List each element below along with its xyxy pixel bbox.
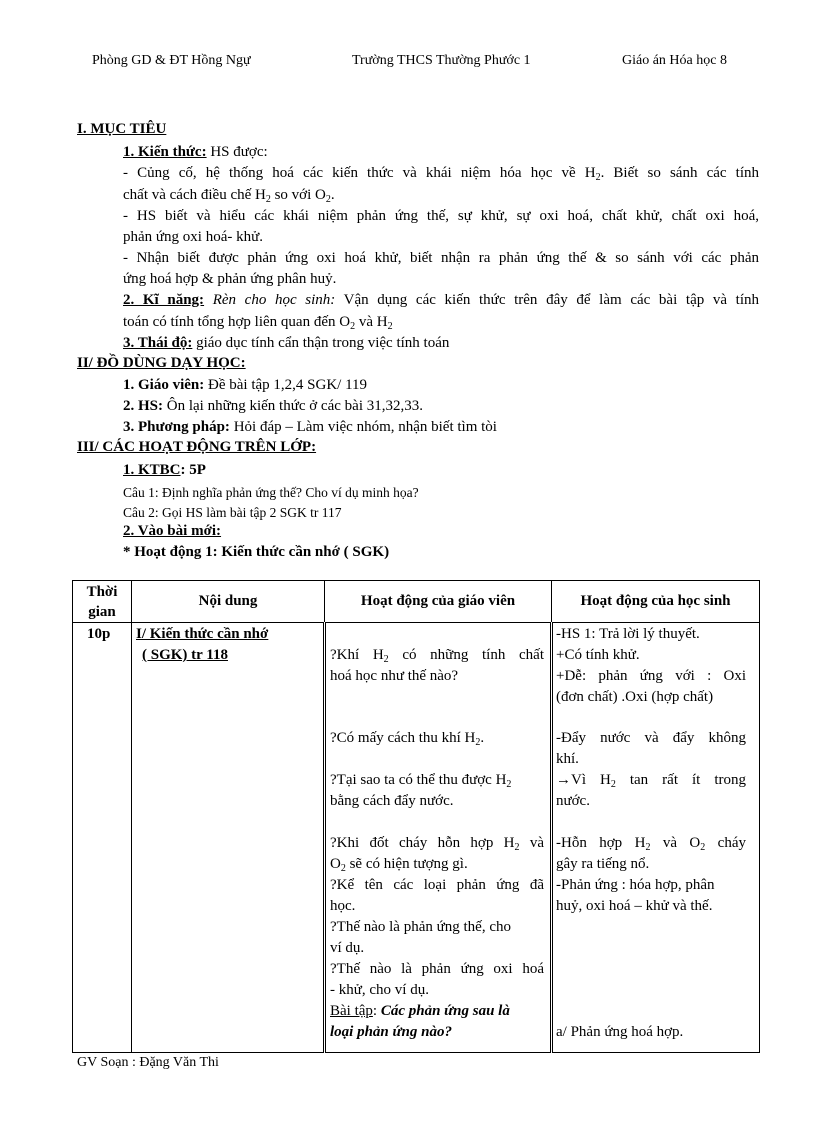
question-2: Câu 2: Gọi HS làm bài tập 2 SGK tr 117 [123,505,342,520]
skill-text: Vận dụng các kiến thức trên đây để làm các bài tập và tính [335,292,760,308]
t1a-end: có những tính chất [388,647,544,663]
student-s12: huỷ, oxi hoá – khử và thế. [556,898,713,914]
header-time [73,581,132,623]
student-s11: -Phản ứng : hóa hợp, phân [556,877,715,893]
skill-sub2: 2 [387,321,393,332]
arrow-icon: → [556,772,571,788]
k-line2-mid: so với O [270,187,326,203]
student-s7 [556,770,746,791]
skill-line2-text: toán có tính tổng hợp liên quan đến O [123,314,351,330]
t4a-sub: 2 [514,842,520,853]
skill-sub1: 2 [350,321,356,332]
section-1-title: I. MỤC TIÊU [77,121,167,137]
knowledge-point-3b: ứng hoá hợp & phản ứng phân huỷ. [123,271,337,287]
s9-sub: 2 [645,842,651,853]
student-s9 [556,833,746,854]
t4a-end: và [519,835,544,851]
teacher-q1a [330,645,544,666]
intro-label: 2. Vào bài mới: [123,523,222,539]
header-school-name: Trường THCS Thường Phước 1 [352,53,531,68]
section-2-title: II/ ĐỒ DÙNG DẠY HỌC: [77,355,246,371]
cell-time [73,623,132,1053]
lesson-table [72,580,760,1053]
method-label: 3. Phương pháp: [123,419,230,435]
student-s2: +Có tính khử. [556,647,640,663]
s9-mid: và O [650,835,701,851]
teacher-q3a [330,770,511,791]
teacher-q1b: hoá học như thế nào? [330,668,459,684]
s9-text: -Hỗn hợp H [556,835,646,851]
ktbc-text: : 5P [180,462,206,478]
header-content: Nội dung [132,581,325,623]
knowledge-label: 1. Kiến thức: [123,144,207,160]
ktbc-line [123,460,759,481]
teacher-q5a: ?Kể tên các loại phản ứng đã [330,877,544,893]
table-row [73,623,760,1053]
teacher-prep-label: 1. Giáo viên: [123,377,205,393]
k-line1-end: . Biết so sánh các tính [600,165,759,181]
skill-line-2 [123,312,759,333]
header-student: Hoạt động của học sinh [552,581,760,623]
teacher-q6b: ví dụ. [330,940,365,956]
exercise-question: Các phản ứng sau là [380,1003,510,1019]
student-s4: (đơn chất) .Oxi (hợp chất) [556,689,714,705]
student-s8: nước. [556,793,590,809]
s7-sub: 2 [610,779,616,790]
k-line1-text: - Củng cố, hệ thống hoá các kiến thức và khái niệm hóa học về H [123,165,596,181]
s9-sub2: 2 [700,842,706,853]
student-prep-line [123,396,759,417]
cell-teacher [325,623,552,1053]
ktbc-label: 1. KTBC [123,462,181,478]
teacher-q6a: ?Thế nào là phản ứng thế, cho [330,919,511,935]
question-1: Câu 1: Định nghĩa phản ứng thế? Cho ví dụ minh họa? [123,485,419,500]
k-line2-sub2: 2 [325,194,331,205]
attitude-text: giáo dục tính cẩn thận trong việc tính toán [192,335,450,351]
student-s6: khí. [556,751,579,767]
t1a: ?Khí H [330,647,384,663]
t4b-sub: 2 [340,863,346,874]
t2-sub: 2 [475,737,481,748]
t2: ?Có mấy cách thu khí H [330,730,476,746]
k-line2-end: . [330,187,335,203]
teacher-q7b: - khử, cho ví dụ. [330,982,429,998]
s7-end: tan rất ít trong [615,772,746,788]
knowledge-point-1 [123,163,759,184]
teacher-prep-line [123,375,759,396]
skill-italic: Rèn cho học sinh: [204,292,336,308]
student-s5: -Đẩy nước và đẩy không [556,730,746,746]
knowledge-point-1b [123,185,759,206]
s7-text: Vì H [571,772,611,788]
student-s13: a/ Phản ứng hoá hợp. [556,1024,684,1040]
t4b: O [330,856,341,872]
exercise-sep: : [372,1003,381,1019]
time-value: 10p [87,626,111,642]
skill-mid: và H [355,314,388,330]
attitude-label: 3. Thái độ: [123,335,193,351]
header-subject: Giáo án Hóa học 8 [622,53,727,68]
t4b-end: sẽ có hiện tượng gì. [345,856,468,872]
student-s1: -HS 1: Trả lời lý thuyết. [556,626,700,642]
knowledge-intro: HS được: [206,144,268,160]
student-prep-label: 2. HS: [123,398,164,414]
skill-line [123,290,759,311]
teacher-q4a [330,833,544,854]
method-line [123,417,759,438]
t1a-sub: 2 [383,654,389,665]
skill-label: 2. Kĩ năng: [123,292,205,308]
activity-title: * Hoạt động 1: Kiến thức cần nhớ ( SGK) [123,544,390,560]
knowledge-point-3: - Nhận biết được phản ứng oxi hoá khử, biết nhận ra phản ứng thế & so sánh với các phản [123,250,759,266]
header-time-l2: gian [88,603,116,620]
cell-content [132,623,325,1053]
student-s10: gây ra tiếng nổ. [556,856,650,872]
header-school-office: Phòng GD & ĐT Hồng Ngự [92,53,251,68]
teacher-prep-text: Đề bài tập 1,2,4 SGK/ 119 [204,377,368,393]
teacher-q3b: bằng cách đẩy nước. [330,793,454,809]
t4a: ?Khi đốt cháy hỗn hợp H [330,835,515,851]
attitude-line [123,333,759,354]
k-line2-sub: 2 [265,194,271,205]
s9-end: cháy [705,835,746,851]
cell-student [552,623,760,1053]
t2-end: . [480,730,485,746]
student-prep-text: Ôn lại những kiến thức ở các bài 31,32,33. [163,398,423,414]
content-line2: ( SGK) tr 118 [142,647,228,663]
content-line1: I/ Kiến thức cần nhớ [136,626,269,642]
k-line1-sub: 2 [595,172,601,183]
knowledge-line [123,142,759,163]
t3a: ?Tại sao ta có thể thu được H [330,772,507,788]
t3a-sub: 2 [506,779,512,790]
exercise-label: Bài tập [330,1003,373,1019]
header-teacher: Hoạt động của giáo viên [325,581,552,623]
header-time-l1: Thời [86,583,118,600]
teacher-q5b: học. [330,898,356,914]
knowledge-point-2: - HS biết và hiểu các khái niệm phản ứng thế, sự khử, sự oxi hoá, chất khử, chất oxi hoá, [123,208,759,224]
teacher-q2 [330,728,484,749]
student-s3: +Dễ: phản ứng với : Oxi [556,668,746,684]
teacher-q7a: ?Thế nào là phản ứng oxi hoá [330,961,544,977]
teacher-q4b [330,854,468,875]
method-text: Hỏi đáp – Làm việc nhóm, nhận biết tìm tòi [229,419,497,435]
teacher-exercise-2: loại phản ứng nào? [330,1024,452,1040]
footer-author: GV Soạn : Đặng Văn Thi [77,1055,219,1070]
knowledge-point-2b: phản ứng oxi hoá- khử. [123,229,263,245]
section-3-title: III/ CÁC HOẠT ĐỘNG TRÊN LỚP: [77,439,317,455]
table-header-row [73,581,760,623]
teacher-exercise [330,1001,510,1022]
k-line2-text: chất và cách điều chế H [123,187,266,203]
